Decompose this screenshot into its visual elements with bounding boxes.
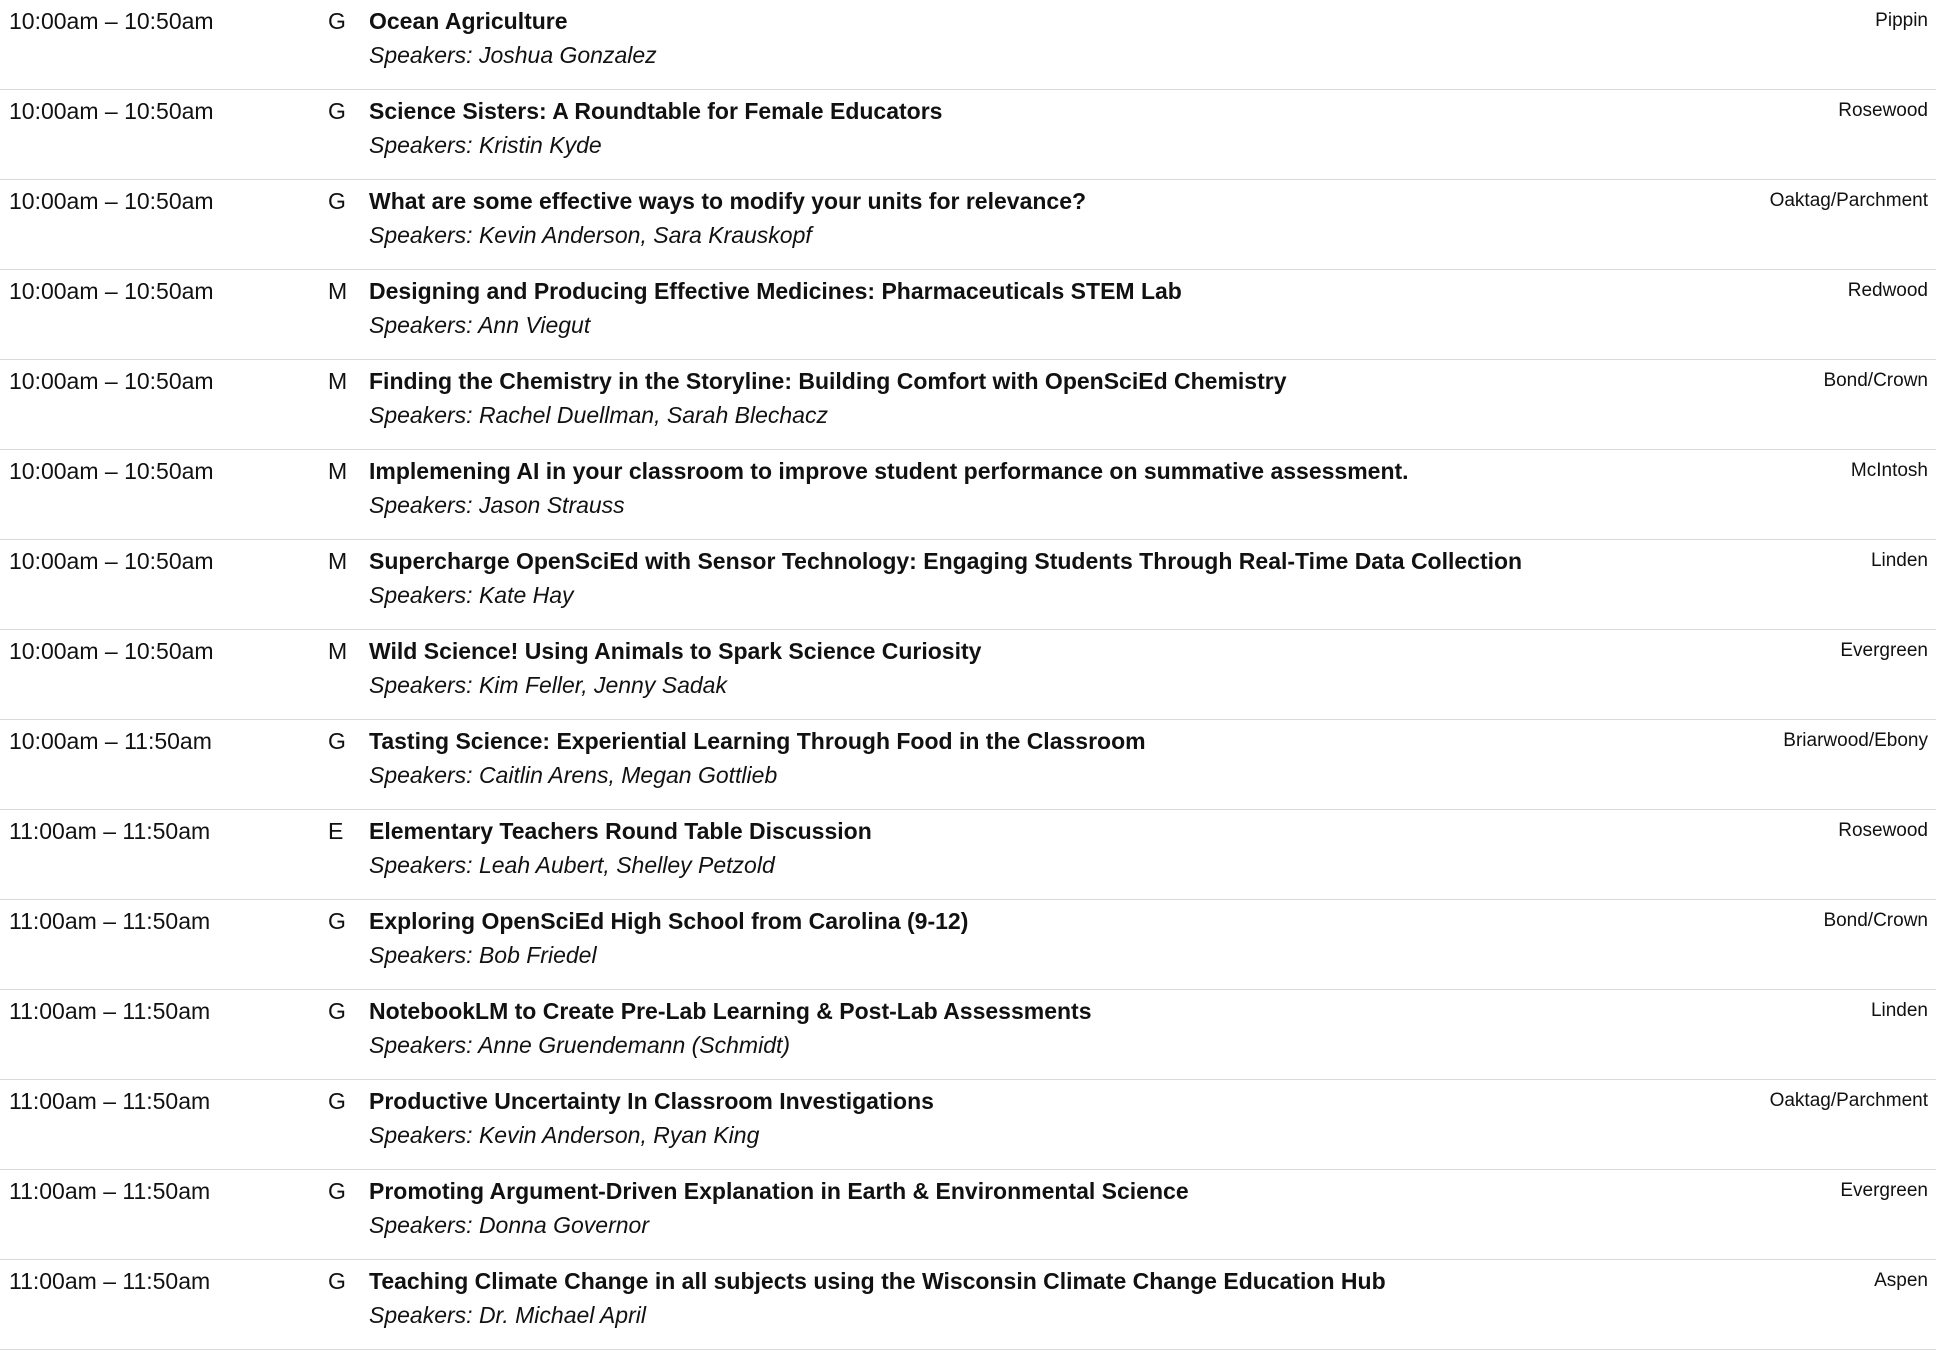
session-track: M xyxy=(328,458,348,484)
session-time: 10:00am – 10:50am xyxy=(9,188,214,214)
session-track: G xyxy=(328,908,346,934)
session-room: Pippin xyxy=(1875,10,1928,31)
session-room: Redwood xyxy=(1847,280,1928,301)
session-row[interactable] xyxy=(0,720,1936,810)
session-time: 10:00am – 10:50am xyxy=(9,368,214,394)
session-row[interactable] xyxy=(0,90,1936,180)
session-speakers: Speakers: Leah Aubert, Shelley Petzold xyxy=(369,852,775,878)
session-title-link[interactable]: Teaching Climate Change in all subjects using the Wisconsin Climate Change Education Hub xyxy=(369,1268,1386,1294)
session-speakers: Speakers: Kate Hay xyxy=(369,582,574,608)
session-title-link[interactable]: Science Sisters: A Roundtable for Female Educators xyxy=(369,98,943,124)
session-title-link[interactable]: Exploring OpenSciEd High School from Carolina (9-12) xyxy=(369,908,969,934)
session-time: 10:00am – 11:50am xyxy=(9,728,212,754)
session-room: Linden xyxy=(1870,550,1928,571)
session-title-link[interactable]: Promoting Argument-Driven Explanation in Earth & Environmental Science xyxy=(369,1178,1189,1204)
session-speakers: Speakers: Kevin Anderson, Sara Krauskopf xyxy=(369,222,812,248)
session-room: Evergreen xyxy=(1840,640,1928,661)
session-speakers: Speakers: Donna Governor xyxy=(369,1212,649,1238)
session-room: Oaktag/Parchment xyxy=(1769,1090,1928,1111)
session-title-link[interactable]: What are some effective ways to modify your units for relevance? xyxy=(369,188,1087,214)
session-speakers: Speakers: Kim Feller, Jenny Sadak xyxy=(369,672,727,698)
session-row[interactable] xyxy=(0,180,1936,270)
session-row[interactable] xyxy=(0,360,1936,450)
session-room: Rosewood xyxy=(1838,100,1928,121)
session-time: 11:00am – 11:50am xyxy=(9,818,211,844)
session-track: G xyxy=(328,8,346,34)
session-speakers: Speakers: Bob Friedel xyxy=(369,942,597,968)
session-speakers: Speakers: Rachel Duellman, Sarah Blechacz xyxy=(369,402,828,428)
session-time: 11:00am – 11:50am xyxy=(9,1268,211,1294)
session-time: 10:00am – 10:50am xyxy=(9,638,214,664)
session-row[interactable] xyxy=(0,1080,1936,1170)
session-time: 10:00am – 10:50am xyxy=(9,98,214,124)
session-speakers: Speakers: Kristin Kyde xyxy=(369,132,602,158)
session-title-link[interactable]: Supercharge OpenSciEd with Sensor Technology: Engaging Students Through Real-Time Data Collection xyxy=(369,548,1523,574)
session-room: Evergreen xyxy=(1840,1180,1928,1201)
session-time: 10:00am – 10:50am xyxy=(9,548,214,574)
session-room: Bond/Crown xyxy=(1823,370,1928,391)
session-row[interactable] xyxy=(0,900,1936,990)
session-track: G xyxy=(328,998,346,1024)
session-room: Linden xyxy=(1870,1000,1928,1021)
session-track: G xyxy=(328,98,346,124)
session-speakers: Speakers: Dr. Michael April xyxy=(369,1302,646,1328)
session-speakers: Speakers: Ann Viegut xyxy=(369,312,591,338)
session-title-link[interactable]: Designing and Producing Effective Medicines: Pharmaceuticals STEM Lab xyxy=(369,278,1182,304)
session-track: G xyxy=(328,1088,346,1114)
session-room: Briarwood/Ebony xyxy=(1783,730,1928,751)
session-speakers: Speakers: Jason Strauss xyxy=(369,492,625,518)
session-time: 10:00am – 10:50am xyxy=(9,8,214,34)
session-room: Rosewood xyxy=(1838,820,1928,841)
session-room: Aspen xyxy=(1874,1270,1928,1291)
session-speakers: Speakers: Kevin Anderson, Ryan King xyxy=(369,1122,760,1148)
session-title-link[interactable]: NotebookLM to Create Pre-Lab Learning & Post-Lab Assessments xyxy=(369,998,1092,1024)
session-title-link[interactable]: Implemening AI in your classroom to improve student performance on summative assessment. xyxy=(369,458,1409,484)
session-time: 10:00am – 10:50am xyxy=(9,278,214,304)
session-track: G xyxy=(328,188,346,214)
session-track: M xyxy=(328,548,348,574)
session-time: 10:00am – 10:50am xyxy=(9,458,214,484)
session-row[interactable] xyxy=(0,630,1936,720)
session-time: 11:00am – 11:50am xyxy=(9,908,211,934)
session-title-link[interactable]: Wild Science! Using Animals to Spark Science Curiosity xyxy=(369,638,982,664)
session-track: M xyxy=(328,368,348,394)
session-row[interactable] xyxy=(0,450,1936,540)
session-title-link[interactable]: Finding the Chemistry in the Storyline: Building Comfort with OpenSciEd Chemistry xyxy=(369,368,1287,394)
session-track: M xyxy=(328,278,348,304)
session-room: Oaktag/Parchment xyxy=(1769,190,1928,211)
session-track: M xyxy=(328,638,348,664)
session-speakers: Speakers: Caitlin Arens, Megan Gottlieb xyxy=(369,762,778,788)
session-row[interactable] xyxy=(0,270,1936,360)
session-speakers: Speakers: Anne Gruendemann (Schmidt) xyxy=(369,1032,791,1058)
session-row[interactable] xyxy=(0,540,1936,630)
session-row[interactable] xyxy=(0,810,1936,900)
session-time: 11:00am – 11:50am xyxy=(9,1088,211,1114)
session-row[interactable] xyxy=(0,1170,1936,1260)
session-track: G xyxy=(328,1178,346,1204)
session-time: 11:00am – 11:50am xyxy=(9,998,211,1024)
session-title-link[interactable]: Ocean Agriculture xyxy=(369,8,568,34)
session-title-link[interactable]: Productive Uncertainty In Classroom Investigations xyxy=(369,1088,934,1114)
session-track: E xyxy=(328,818,344,844)
session-track: G xyxy=(328,728,346,754)
session-row[interactable] xyxy=(0,0,1936,90)
session-title-link[interactable]: Elementary Teachers Round Table Discussion xyxy=(369,818,872,844)
session-track: G xyxy=(328,1268,346,1294)
session-title-link[interactable]: Tasting Science: Experiential Learning Through Food in the Classroom xyxy=(369,728,1146,754)
session-room: McIntosh xyxy=(1850,460,1928,481)
session-row[interactable] xyxy=(0,990,1936,1080)
session-time: 11:00am – 11:50am xyxy=(9,1178,211,1204)
session-row[interactable] xyxy=(0,1260,1936,1350)
session-speakers: Speakers: Joshua Gonzalez xyxy=(369,42,657,68)
session-room: Bond/Crown xyxy=(1823,910,1928,931)
